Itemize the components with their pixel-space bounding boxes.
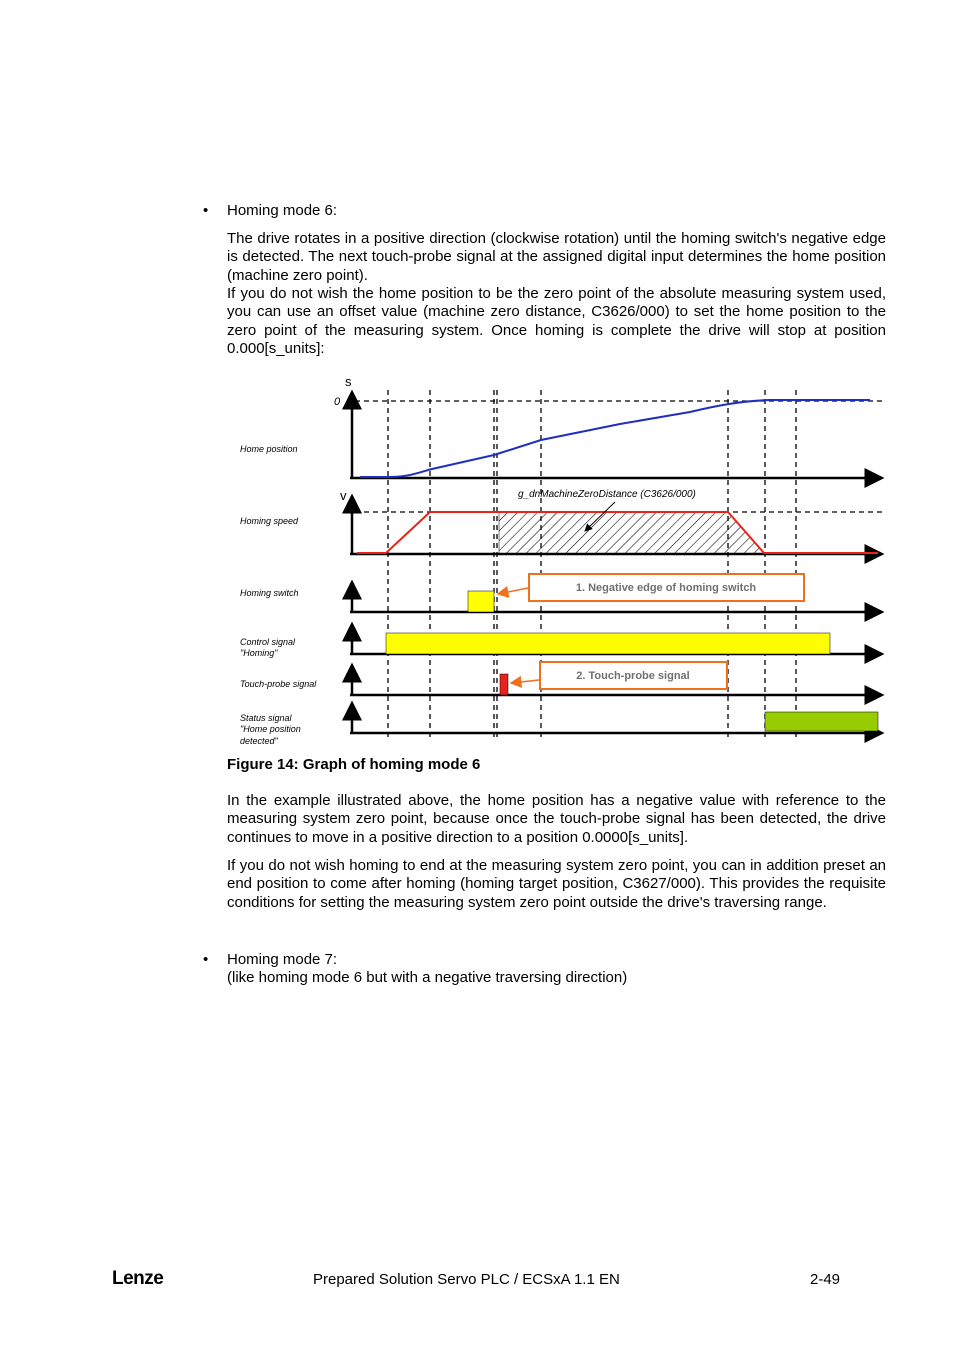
axis-s-label: s <box>345 374 352 389</box>
status-signal-label-1: Status signal <box>240 713 292 723</box>
homing-switch-pulse <box>468 591 494 612</box>
control-signal-pulse <box>386 633 830 654</box>
after-paragraph-2: If you do not wish homing to end at the measuring system zero point, you can in addition preset an end position to come after homing (homing target position, C3627/000). This provides the requisite conditions for setting the measuring system zero point outside the drive's traversing range. <box>227 857 886 911</box>
control-signal-label-1: Control signal <box>240 637 296 647</box>
control-signal-panel <box>240 624 882 658</box>
touch-probe-panel <box>240 662 882 695</box>
touch-probe-label: Touch-probe signal <box>240 679 317 689</box>
bullet-dot: • <box>203 202 209 219</box>
after-paragraph-1: In the example illustrated above, the home position has a negative value with reference to the measuring system zero point, because once the touch-probe signal has been detected, the drive continues to move in a positive direction to a position 0.0000[s_units]. <box>227 792 886 846</box>
mode7-description: (like homing mode 6 but with a negative traversing direction) <box>227 969 628 986</box>
status-signal-label-2: "Home position <box>240 724 301 734</box>
callout-2-arrow <box>511 680 539 683</box>
machine-zero-distance-annotation: g_dnMachineZeroDistance (C3626/000) <box>518 489 696 500</box>
mode6-paragraph-2: If you do not wish the home position to be the zero point of the absolute measuring system used, you can use an offset value (machine zero distance, C3626/000) to set the home position to the zero point of the measuring system. Once homing is complete the drive will stop at position 0.000[s_units]: <box>227 285 886 358</box>
mode6-heading: Homing mode 6: <box>227 202 338 219</box>
footer-title: Prepared Solution Servo PLC / ECSxA 1.1 EN <box>313 1271 620 1288</box>
home-position-label: Home position <box>240 444 298 454</box>
mode7-heading: Homing mode 7: <box>227 951 338 968</box>
figure-caption: Figure 14: Graph of homing mode 6 <box>227 756 481 773</box>
callout-negative-edge: 1. Negative edge of homing switch <box>575 582 757 594</box>
callout-touch-probe: 2. Touch-probe signal <box>576 670 690 682</box>
axis-v-label: v <box>340 488 347 503</box>
status-signal-pulse <box>765 712 878 731</box>
machine-zero-distance-area <box>499 512 764 554</box>
touch-probe-pulse <box>500 674 508 695</box>
homing-mode-6-graph <box>232 372 892 750</box>
page-number: 2-49 <box>810 1271 841 1288</box>
bullet-dot: • <box>203 951 209 968</box>
status-signal-panel <box>240 703 882 746</box>
control-signal-label-2: "Homing" <box>240 648 278 658</box>
homing-switch-label: Homing switch <box>240 588 299 598</box>
mode6-paragraph-1: The drive rotates in a positive direction (clockwise rotation) until the homing switch's negative edge is detected. The next touch-probe signal at the assigned digital input determines the home position (machine zero point). <box>227 230 886 284</box>
position-curve <box>360 400 870 477</box>
position-panel <box>240 374 882 478</box>
axis-zero-label: 0 <box>334 396 341 408</box>
lenze-logo: Lenze <box>112 1268 164 1289</box>
homing-speed-label: Homing speed <box>240 516 299 526</box>
speed-panel <box>240 488 882 554</box>
callout-1-arrow <box>498 588 528 594</box>
status-signal-label-3: detected" <box>240 736 278 746</box>
homing-switch-panel <box>240 574 882 612</box>
